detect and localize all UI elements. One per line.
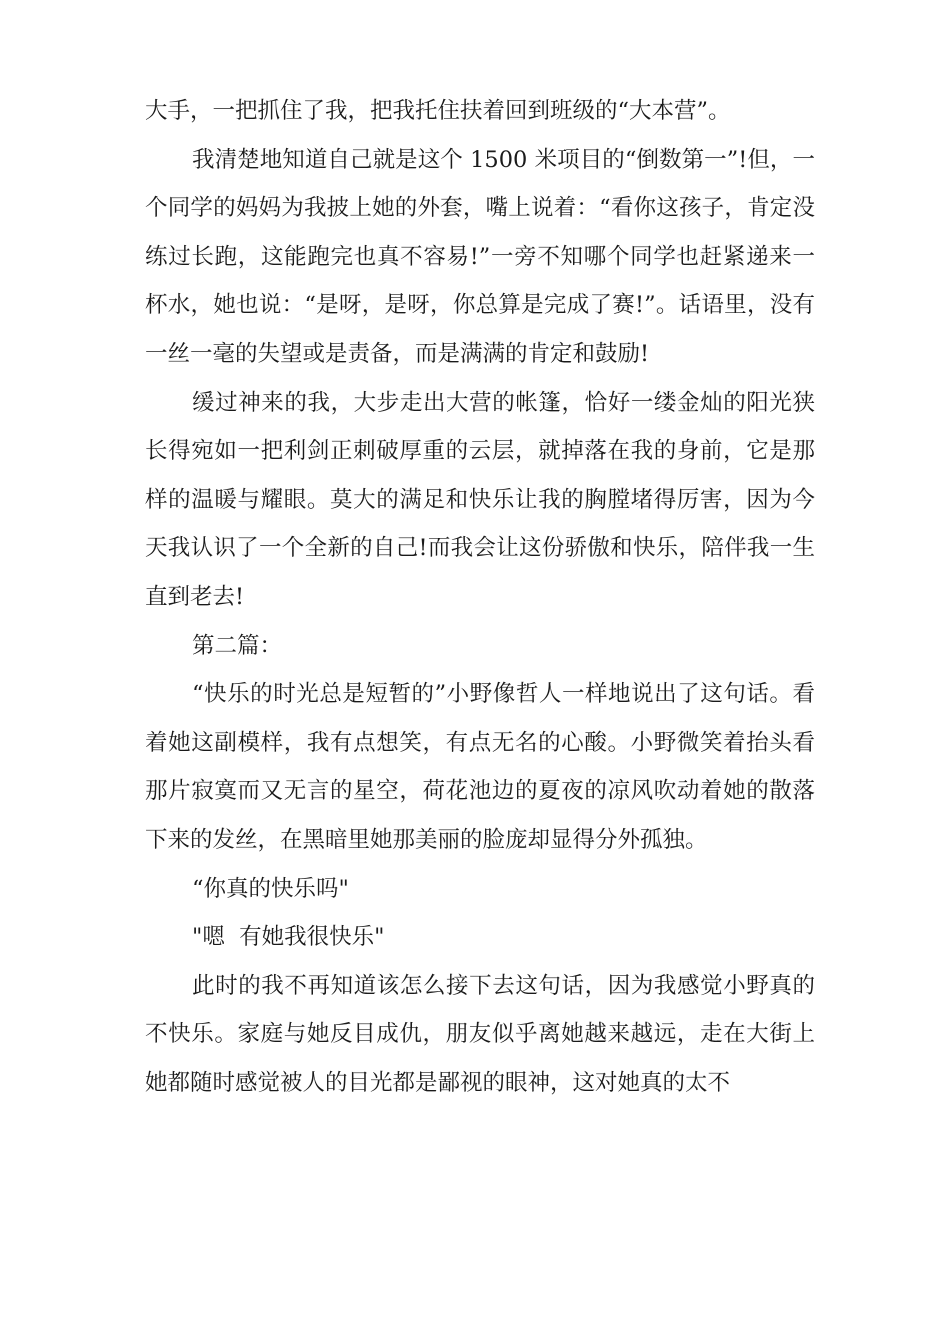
paragraph: 大手，一把抓住了我，把我托住扶着回到班级的“大本营”。: [145, 98, 731, 124]
dialogue-line: “你真的快乐吗": [192, 875, 349, 902]
dialogue-line: "嗯 有她我很快乐": [192, 924, 385, 951]
paragraph: 此时的我不再知道该怎么接下去这句话，因为我感觉小野真的不快乐。家庭与她反目成仇，朋友似乎离她越来越远，走在大街上她都随时感觉被人的目光都是鄙视的眼神，这对她真的太不: [145, 972, 815, 1096]
paragraph: “快乐的时光总是短暂的”小野像哲人一样地说出了这句话。看着她这副模样，我有点想笑，有点无名的心酸。小野微笑着抬头看那片寂寞而又无言的星空，荷花池边的夏夜的凉风吹动着她的散落下来的发丝，在黑暗里她那美丽的脸庞却显得分外孤独。: [145, 681, 815, 853]
document-body: [145, 87, 815, 1107]
section-heading: 第二篇：: [192, 632, 283, 659]
paragraph: 缓过神来的我，大步走出大营的帐篷，恰好一缕金灿的阳光狭长得宛如一把利剑正刺破厚重的云层，就掉落在我的身前，它是那样的温暖与耀眼。莫大的满足和快乐让我的胸膛堵得厉害，因为今天我认识了一个全新的自己!而我会让这份骄傲和快乐，陪伴我一生直到老去!: [145, 389, 815, 610]
paragraph: 我清楚地知道自己就是这个 1500 米项目的“倒数第一”!但，一个同学的妈妈为我披上她的外套，嘴上说着：“看你这孩子，肯定没练过长跑，这能跑完也真不容易!”一旁不知哪个同学也赶紧递来一杯水，她也说：“是呀，是呀，你总算是完成了赛!”。话语里，没有一丝一毫的失望或是责备，而是满满的肯定和鼓励!: [145, 146, 815, 367]
